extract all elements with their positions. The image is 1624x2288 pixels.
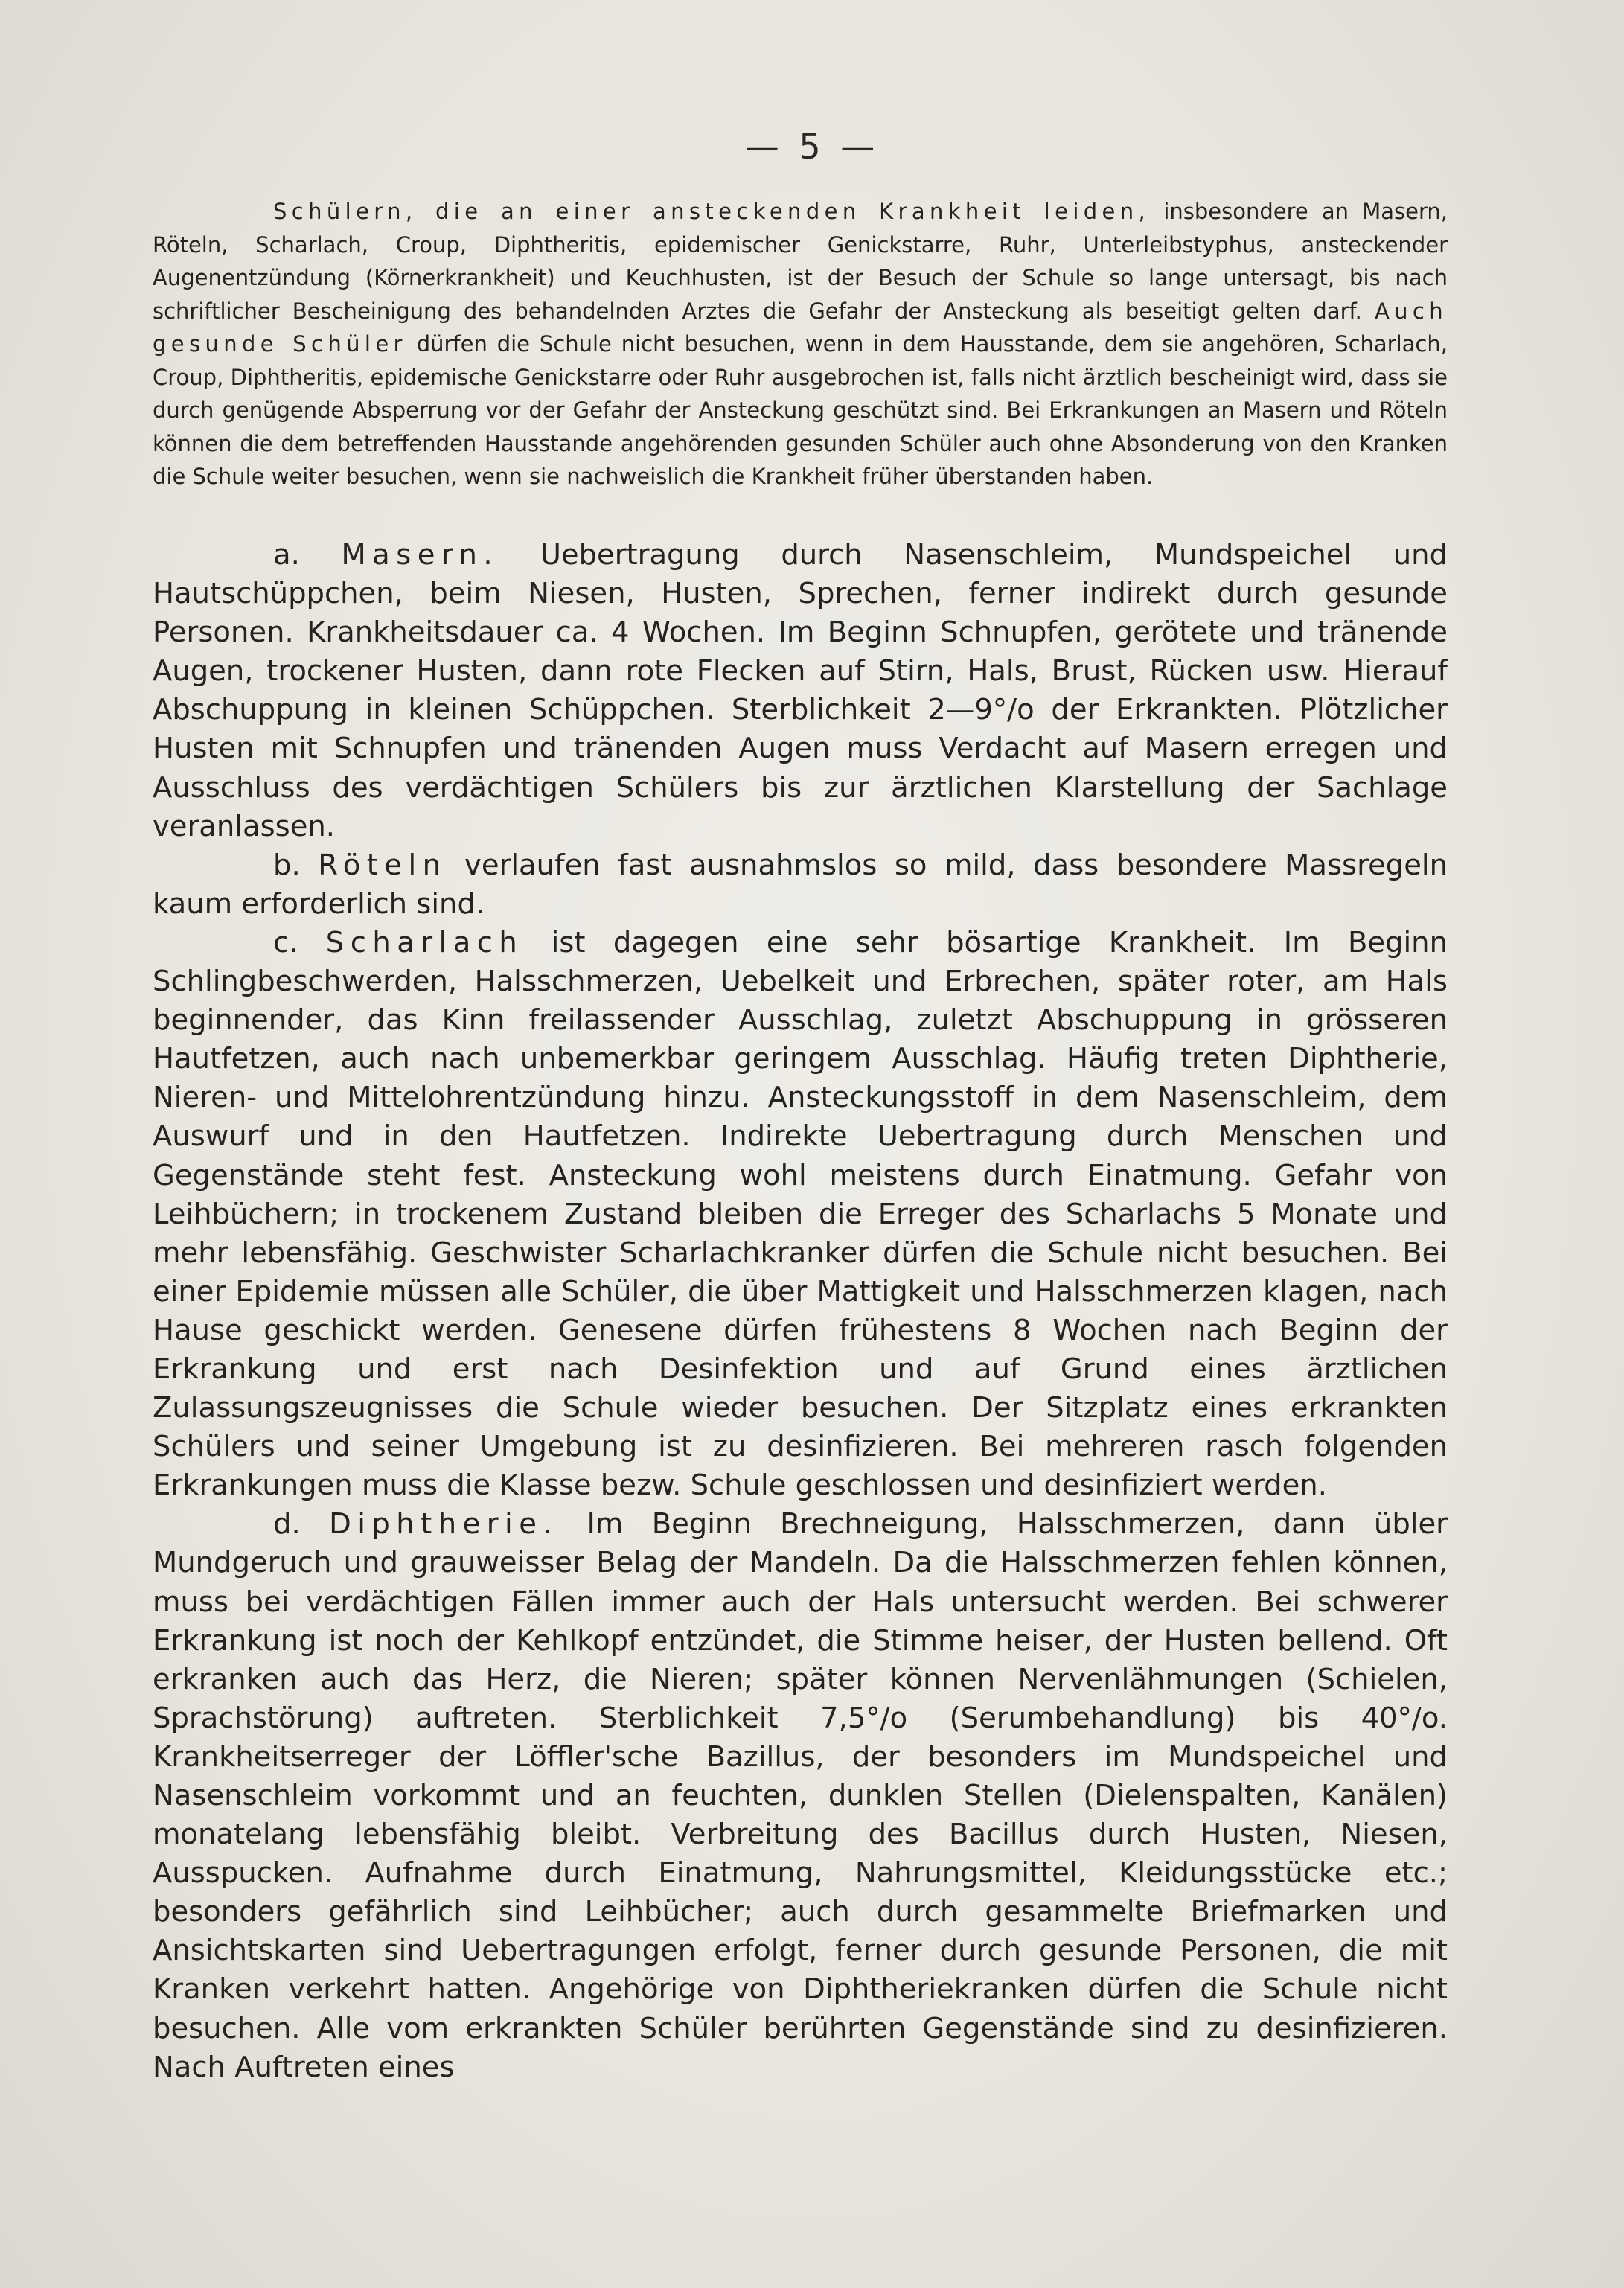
intro-text	[153, 195, 1448, 493]
intro-lead: Schülern, die an einer ansteckenden Krankheit leiden,	[273, 199, 1151, 224]
section-marker: b.	[273, 848, 301, 882]
section-text: verlaufen fast ausnahmslos so mild, dass besondere Massregeln kaum erforderlich sind.	[153, 848, 1448, 921]
section-term: Masern.	[341, 538, 499, 572]
intro-body-2: dürfen die Schule nicht besuchen, wenn in dem Hausstande, dem sie angehören, Scharlach, Croup, Diphtheritis, epidemische Genickstarre oder Ruhr ausgebrochen ist, falls nicht ärztlich bescheinigt wird, dass sie durch genügende Absperrung vor der Gefahr der Ansteckung geschützt sind. Bei Erkrankungen an Masern und Röteln können die dem betreffenden Hausstande angehörenden gesunden Schüler auch ohne Absonderung von den Kranken die Schule weiter besuchen, wenn sie nachweislich die Krankheit früher überstanden haben.	[153, 331, 1448, 489]
section-diphtherie	[153, 1505, 1448, 2086]
section-scharlach	[153, 924, 1448, 1505]
intro-paragraph	[153, 195, 1448, 493]
section-text: ist dagegen eine sehr bösartige Krankheit. Im Beginn Schlingbeschwerden, Halsschmerzen, Uebelkeit und Erbrechen, später roter, am Hals beginnender, das Kinn freilassender Ausschlag, zuletzt Abschuppung in grösseren Hautfetzen, auch nach unbemerkbar geringem Ausschlag. Häufig treten Diphtherie, Nieren- und Mittelohrentzündung hinzu. Ansteckungsstoff in dem Nasenschleim, dem Auswurf und in den Hautfetzen. Indirekte Uebertragung durch Menschen und Gegenstände steht fest. Ansteckung wohl meistens durch Einatmung. Gefahr von Leihbüchern; in trockenem Zustand bleiben die Erreger des Scharlachs 5 Monate und mehr lebensfähig. Geschwister Scharlachkranker dürfen die Schule nicht besuchen. Bei einer Epidemie müssen alle Schüler, die über Mattigkeit und Halsschmerzen klagen, nach Hause geschickt werden. Genesene dürfen frühestens 8 Wochen nach Beginn der Erkrankung und erst nach Desinfektion und auf Grund eines ärztlichen Zulassungszeugnisses die Schule wieder besuchen. Der Sitzplatz eines erkrankten Schülers und seiner Umgebung ist zu desinfizieren. Bei mehreren rasch folgenden Erkrankungen muss die Klasse bezw. Schule geschlossen und desinfiziert werden.	[153, 925, 1448, 1503]
section-marker: a.	[273, 538, 300, 572]
intro-lead-2: Auch gesunde Schüler	[153, 298, 1448, 357]
section-text: Im Beginn Brechneigung, Halsschmerzen, dann übler Mundgeruch und grauweisser Belag der Mandeln. Da die Halsschmerzen fehlen können, muss bei verdächtigen Fällen immer auch der Hals untersucht werden. Bei schwerer Erkrankung ist noch der Kehlkopf entzündet, die Stimme heiser, der Husten bellend. Oft erkranken auch das Herz, die Nieren; später können Nervenlähmungen (Schielen, Sprachstörung) auftreten. Sterblichkeit 7,5°/o (Serumbehandlung) bis 40°/o. Krankheitserreger der Löffler'sche Bazillus, der besonders im Mundspeichel und Nasenschleim vorkommt und an feuchten, dunklen Stellen (Dielenspalten, Kanälen) monatelang lebensfähig bleibt. Verbreitung des Bacillus durch Husten, Niesen, Ausspucken. Aufnahme durch Einatmung, Nahrungsmittel, Kleidungsstücke etc.; besonders gefährlich sind Leihbücher; auch durch gesammelte Briefmarken und Ansichtskarten sind Uebertragungen erfolgt, ferner durch gesunde Personen, die mit Kranken verkehrt hatten. Angehörige von Diphtheriekranken dürfen die Schule nicht besuchen. Alle vom erkrankten Schüler berührten Gegenstände sind zu desinfizieren. Nach Auftreten eines	[153, 1507, 1448, 2084]
section-text: Uebertragung durch Nasenschleim, Mundspeichel und Hautschüppchen, beim Niesen, Husten, Sprechen, ferner indirekt durch gesunde Personen. Krankheitsdauer ca. 4 Wochen. Im Beginn Schnupfen, gerötete und tränende Augen, trockener Husten, dann rote Flecken auf Stirn, Hals, Brust, Rücken usw. Hierauf Abschuppung in kleinen Schüppchen. Sterblichkeit 2—9°/o der Erkrankten. Plötzlicher Husten mit Schnupfen und tränenden Augen muss Verdacht auf Masern erregen und Ausschluss des verdächtigen Schülers bis zur ärztlichen Klarstellung der Sachlage veranlassen.	[153, 538, 1448, 843]
section-marker: d.	[273, 1507, 301, 1541]
disease-sections	[153, 536, 1448, 2087]
section-masern	[153, 536, 1448, 846]
section-term: Diphtherie.	[329, 1507, 559, 1541]
section-roeteln	[153, 846, 1448, 924]
intro-body-1: insbesondere an Masern, Röteln, Scharlach, Croup, Diphtheritis, epidemischer Genickstarre, Ruhr, Unterleibstyphus, ansteckender Augenentzündung (Körnerkrankheit) und Keuchhusten, ist der Besuch der Schule so lange untersagt, bis nach schriftlicher Bescheinigung des behandelnden Arztes die Gefahr der Ansteckung als beseitigt gelten darf.	[153, 199, 1448, 324]
section-marker: c.	[273, 925, 298, 959]
section-term: Scharlach	[325, 925, 524, 959]
section-term: Röteln	[318, 848, 447, 882]
page-number: — 5 —	[744, 127, 880, 167]
